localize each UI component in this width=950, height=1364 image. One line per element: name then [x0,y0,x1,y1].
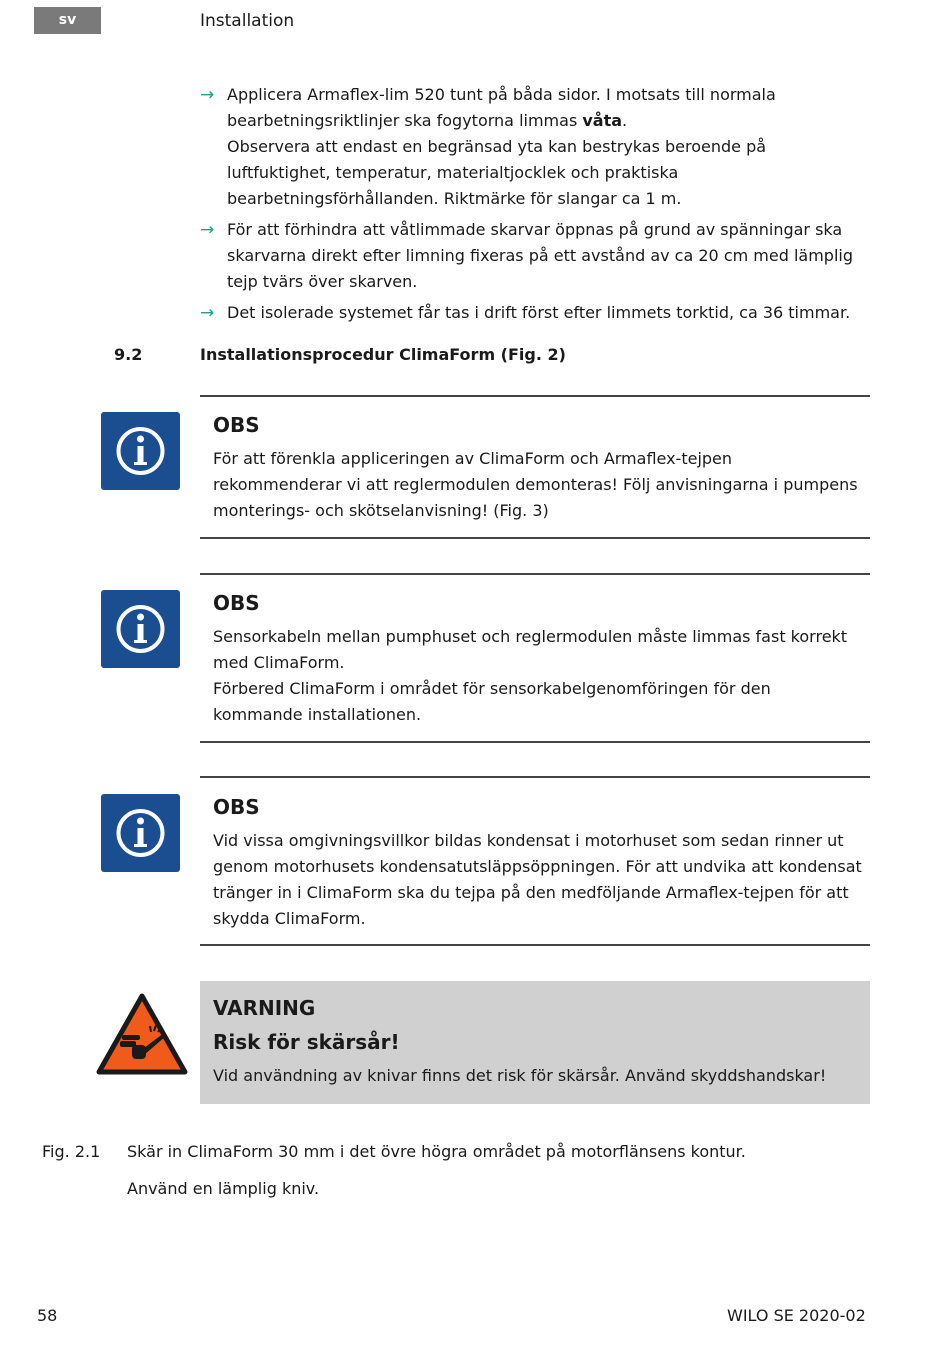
note-text: Sensorkabeln mellan pumphuset och reglermodulen måste limmas fast korrekt med ClimaForm. Förbered ClimaForm i området för sensorkabelgenomföringen för den kommande installationen. [213,627,848,724]
arrow-right-icon: → [200,220,215,240]
bullet-text: Applicera Armaflex-lim 520 tunt på båda sidor. I motsats till normala bearbetningsriktlinjer ska fogytorna limmas våta. [227,85,776,130]
note-top-rule [200,776,870,778]
cut-hazard-icon [96,993,188,1079]
note-text: Vid vissa omgivningsvillkor bildas kondensat i motorhuset som sedan rinner ut genom motorhusets kondensatutsläppsöppningen. För att undvika att kondensat tränger in i ClimaForm ska du tejpa på den medföljande Armaflex-tejpen för att skydda ClimaForm. [213,831,862,928]
figure-instruction: Använd en lämplig kniv. [127,1179,320,1198]
section-number: 9.2 [114,345,143,364]
bullet-text: Observera att endast en begränsad yta kan bestrykas beroende på luftfuktighet, temperatur, materialtjocklek och praktiska bearbetningsförhållanden. Riktmärke för slangar ca 1 m. [227,137,767,208]
bullet-text: För att förhindra att våtlimmade skarvar öppnas på grund av spänningar ska skarvarna direkt efter limning fixeras på ett avstånd av ca 20 cm med lämplig tejp tvärs över skarven. [227,220,853,291]
info-icon [101,590,180,668]
note-heading: OBS [213,591,260,615]
note-heading: OBS [213,795,260,819]
bullet-item [200,82,870,212]
arrow-right-icon: → [200,303,215,323]
warning-text: Vid användning av knivar finns det risk för skärsår. Använd skyddshandskar! [213,1066,827,1085]
note-bottom-rule [200,537,870,539]
page-number: 58 [37,1306,58,1325]
note-heading: OBS [213,413,260,437]
arrow-right-icon: → [200,85,215,105]
note-bottom-rule [200,741,870,743]
warning-subheading: Risk för skärsår! [213,1030,400,1054]
note-top-rule [200,573,870,575]
bullet-text: Det isolerade systemet får tas i drift först efter limmets torktid, ca 36 timmar. [227,303,851,322]
note-bottom-rule [200,944,870,946]
info-icon [101,794,180,872]
warning-heading: VARNING [213,996,316,1020]
section-title: Installationsprocedur ClimaForm (Fig. 2) [200,345,566,364]
bullet-item [200,300,870,326]
note-top-rule [200,395,870,397]
figure-instruction: Skär in ClimaForm 30 mm i det övre högra området på motorflänsens kontur. [127,1142,746,1161]
bullet-item [200,217,870,295]
header-title: Installation [200,11,295,31]
figure-label: Fig. 2.1 [42,1142,101,1161]
info-icon [101,412,180,490]
note-text: För att förenkla appliceringen av ClimaForm och Armaflex-tejpen rekommenderar vi att reglermodulen demonteras! Följ anvisningarna i pumpens monterings- och skötselanvisning! (Fig. 3) [213,449,858,520]
footer-company: WILO SE 2020-02 [727,1306,866,1325]
language-badge: sv [34,7,101,34]
